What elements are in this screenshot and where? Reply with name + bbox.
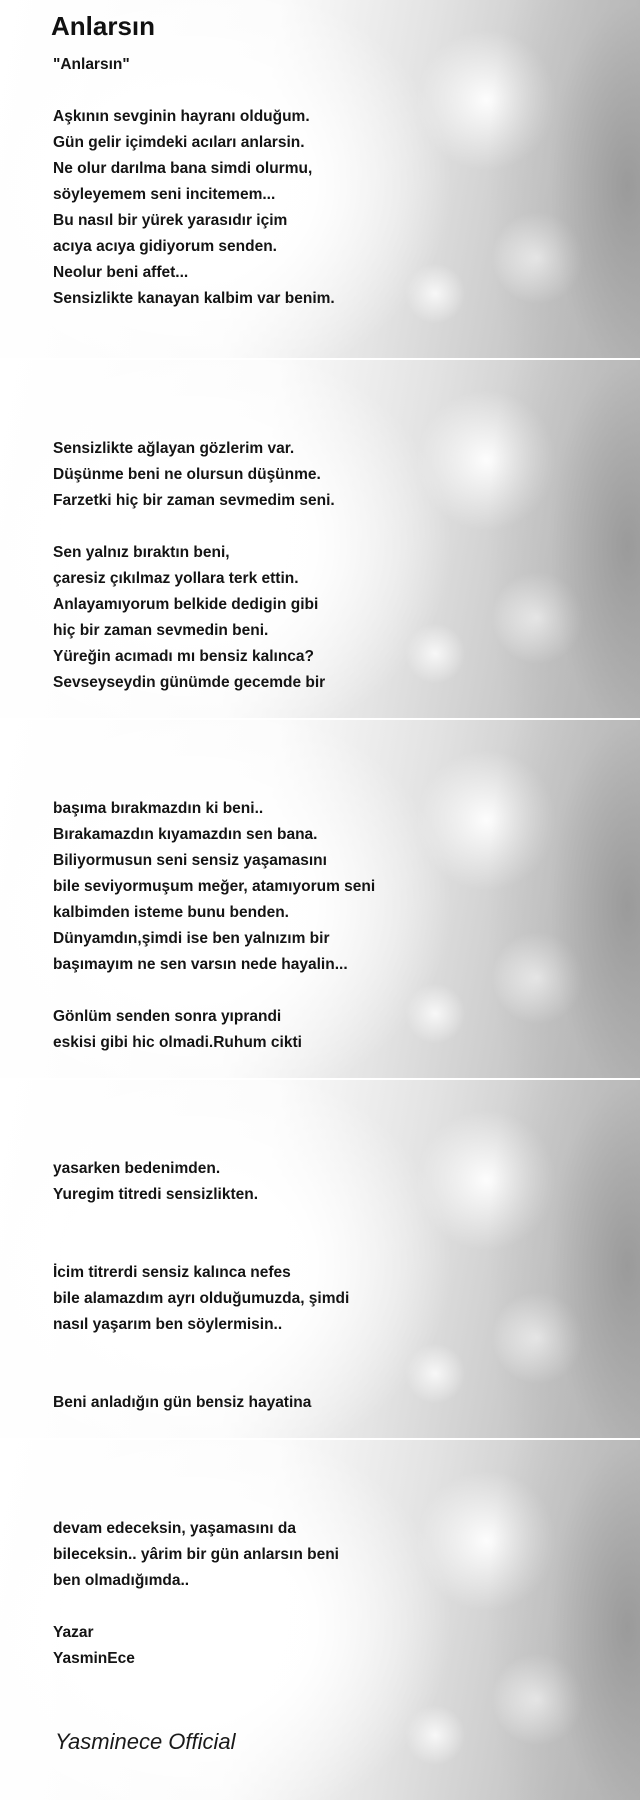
poem-line: çaresiz çıkılmaz yollara terk ettin. — [53, 570, 299, 587]
poem-line: Gönlüm senden sonra yıprandi — [53, 1008, 282, 1025]
poem-author-label: Yazar — [53, 1624, 94, 1641]
poem-line — [53, 978, 375, 1004]
poem-line: başımayım ne sen varsın nede hayalin... — [53, 956, 348, 973]
poem-line — [53, 410, 335, 436]
poem-line: Beni anladığın gün bensiz hayatina — [53, 1394, 312, 1411]
poem-stanza-5 — [53, 1490, 339, 1672]
poem-line: Farzetki hiç bir zaman sevmedim seni. — [53, 492, 335, 509]
poem-line — [53, 1594, 339, 1620]
poem-line: Sevseyseydin günümde gecemde bir — [53, 674, 326, 691]
poem-line: yasarken bedenimden. — [53, 1160, 221, 1177]
poem-line: Aşkının sevginin hayranı olduğum. — [53, 108, 310, 125]
poem-line: kalbimden isteme bunu benden. — [53, 904, 289, 921]
poem-line — [53, 1234, 349, 1260]
poem-line: Bırakamazdın kıyamazdın sen bana. — [53, 826, 318, 843]
poem-line — [53, 1364, 349, 1390]
poem-line: Bu nasıl bir yürek yarasıdır içim — [53, 212, 288, 229]
poem-line: Ne olur darılma bana simdi olurmu, — [53, 160, 313, 177]
poem-line: acıya acıya gidiyorum senden. — [53, 238, 277, 255]
poem-line: bile alamazdım ayrı olduğumuzda, şimdi — [53, 1290, 350, 1307]
poem-line: Neolur beni affet... — [53, 264, 189, 281]
poem-line — [53, 1208, 349, 1234]
poem-line — [53, 1490, 339, 1516]
page-title: Anlarsın — [51, 11, 156, 41]
poem-line: Gün gelir içimdeki acıları anlarsin. — [53, 134, 305, 151]
signature: Yasminece Official — [55, 1729, 236, 1754]
poem-stanza-4 — [53, 1130, 349, 1416]
poem-line — [53, 1130, 349, 1156]
poem-line: devam edeceksin, yaşamasını da — [53, 1520, 296, 1537]
poem-line: eskisi gibi hic olmadi.Ruhum cikti — [53, 1034, 302, 1051]
poem-panel-5 — [0, 1440, 640, 1800]
poem-line — [53, 78, 335, 104]
poem-line: Düşünme beni ne olursun düşünme. — [53, 466, 321, 483]
poem-line: Sensizlikte ağlayan gözlerim var. — [53, 440, 295, 457]
poem-line: "Anlarsın" — [53, 56, 130, 73]
poem-line: Sensizlikte kanayan kalbim var benim. — [53, 290, 335, 307]
poem-line: başıma bırakmazdın ki beni.. — [53, 800, 264, 817]
poem-line: Anlayamıyorum belkide dedigin gibi — [53, 596, 319, 613]
poem-line: ben olmadığımda.. — [53, 1572, 190, 1589]
poem-panel-2 — [0, 360, 640, 718]
poem-line — [53, 770, 375, 796]
poem-stanza-2 — [53, 410, 335, 696]
poem-panel-1 — [0, 0, 640, 358]
poem-line: bileceksin.. yârim bir gün anlarsın beni — [53, 1546, 339, 1563]
poem-line: İcim titrerdi sensiz kalınca nefes — [53, 1264, 291, 1281]
poem-line: söyleyemem seni incitemem... — [53, 186, 276, 203]
poem-line: bile seviyormuşum meğer, atamıyorum seni — [53, 878, 376, 895]
poem-line: nasıl yaşarım ben söylermisin.. — [53, 1316, 283, 1333]
poem-line: Dünyamdın,şimdi ise ben yalnızım bir — [53, 930, 330, 947]
poem-stanza-3 — [53, 770, 375, 1056]
poem-line: Sen yalnız bıraktın beni, — [53, 544, 230, 561]
poem-panel-4 — [0, 1080, 640, 1438]
poem-panel-3 — [0, 720, 640, 1078]
poem-line: Yüreğin acımadı mı bensiz kalınca? — [53, 648, 315, 665]
poem-line: Yuregim titredi sensizlikten. — [53, 1186, 259, 1203]
poem-line: hiç bir zaman sevmedin beni. — [53, 622, 269, 639]
poem-author-name: YasminEce — [53, 1650, 135, 1667]
poem-line: Biliyormusun seni sensiz yaşamasını — [53, 852, 327, 869]
poem-line — [53, 514, 335, 540]
poem-line — [53, 1338, 349, 1364]
poem-stanza-1 — [53, 52, 335, 312]
